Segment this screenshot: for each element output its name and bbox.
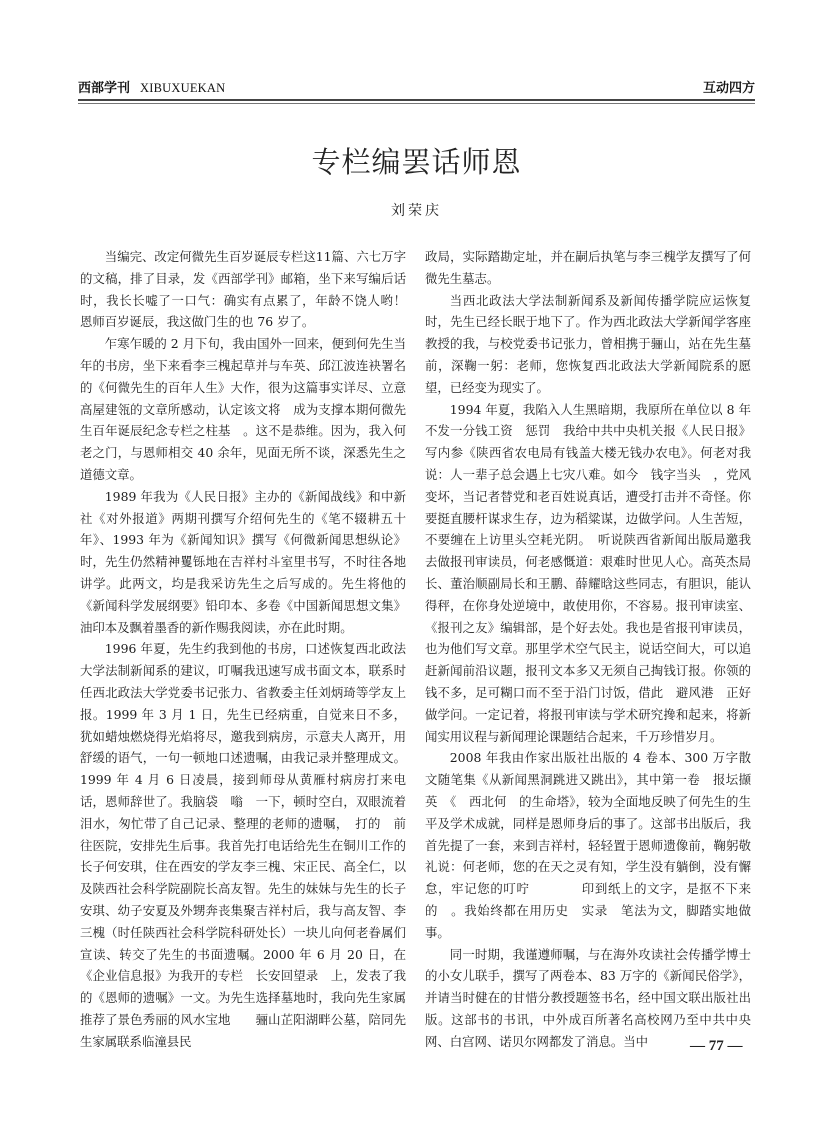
- header-rule-thick: [78, 99, 755, 101]
- journal-name: [78, 77, 225, 96]
- paragraph: 当编完、改定何微先生百岁诞辰专栏这11篇、六七万字的文稿，排了目录，发《西部学刊》邮箱，坐下来写编后话时，我长长嘘了一口气：确实有点累了，年龄不饶人哟！ 恩师百岁诞辰，我这做门生的也 76 岁了。: [80, 249, 419, 330]
- page-number: — 77 —: [690, 1038, 743, 1054]
- paragraph: 1989 年我为《人民日报》主办的《新闻战线》和中新社《对外报道》两期刊撰写介绍何先生的《笔不辍耕五十年》、1993 年为《新闻知识》撰写《何微新闻思想纵论》时，先生仍然精神矍铄地在吉祥村斗室里书写，不时往各地讲学。此两文，均是我采访先生之后写成的。先生将他的《新闻科学发展纲要》铅印本、多卷《中国新闻思想文集》油印本及飘着墨香的新作赐我阅读，亦在此时期。: [80, 488, 406, 635]
- journal-name-en: XIBUXUEKAN: [140, 81, 226, 95]
- right-column: [425, 246, 751, 1052]
- paragraph: 1994 年夏，我陷入人生黑暗期，我原所在单位以 8 年不发一分钱工资 惩罚 我给中共中央机关报《人民日报》写内参《陕西省农电局有钱盖大楼无钱办农电》。何老对我说：人一辈子总会遇上七灾八难。如今 钱字当头 ，党风变坏，当记者替党和老百姓说真话，遭受打击并不奇怪。你要挺直腰杆谋求生存，边为稻粱谋，边做学问。人生苦短，不要缠在上访里头空耗光阴。 听说陕西省新闻出版局邀我去做报刊审读员，何老感慨道：艰难时世见人心。高英杰局长、董治顺副局长和王鹏、薛耀晗这些同志，有胆识，能认得秤，在你身处逆境中，敢使用你，不容易。报刊审读室、《报刊之友》编辑部，是个好去处。我也是省报刊审读员，也为他们写文章。那里学术空气民主，说话空间大，可以追赶新闻前沿议题，报刊文本多又无须自己掏钱订报。你领的钱不多，足可糊口而不至于沿门讨饭，借此 避风港 正好做学问。一定记着，将报刊审读与学术研究搀和起来，将新闻实用议程与新闻理论课题结合起来，千万珍惜岁月。: [425, 401, 751, 744]
- article-title: 专栏编罢话师恩: [311, 145, 522, 179]
- article-author: 刘荣庆: [391, 203, 442, 219]
- paragraph-continued: 政局，实际踏勘定址，并在嗣后执笔与李三槐学友撰写了何微先生墓志。: [425, 249, 751, 286]
- journal-name-cn: 西部学刊: [78, 81, 131, 96]
- paragraph: 1996 年夏，先生约我到他的书房，口述恢复西北政法大学法制新闻系的建议，叮嘱我迅速写成书面文本，联系时任西北政法大学党委书记张力、省教委主任刘炳琦等学友上报。1999 年 3 月 1 日，先生已经病重，自觉来日不多，犹如蜡烛燃烧得光焰将尽，邀我到病房，示意夫人离开，用舒缓的语气，一句一顿地口述遗嘱，由我记录并整理成文。1999 年 4 月 6 日凌晨，接到师母从黄雁村病房打来电话，恩师辞世了。我脑袋 嗡 一下，顿时空白，双眼流着泪水，匆忙带了自己记录、整理的老师的遗嘱， 打的 前往医院，安排先生后事。我首先打电话给先生在铜川工作的长子何安琪，住在西安的学友李三槐、宋正民、高全仁，以及陕西社会科学院副院长高友智。先生的妹妹与先生的长子安琪、幼子安夏及外甥奔丧集聚吉祥村后，我与高友智、李三槐（时任陕西社会科学院科研处长）一块儿向何老眷属们宣读、转交了先生的书面遗嘱。2000 年 6 月 20 日，在《企业信息报》为我开的专栏 长安回望录 上，发表了我的《恩师的遗嘱》一文。为先生选择墓地时，我向先生家属推荐了景色秀丽的风水宝地 骊山芷阳湖畔公墓，陪同先生家属联系临潼县民: [80, 641, 406, 1049]
- left-column: [80, 246, 419, 1052]
- running-header: [78, 76, 755, 96]
- paragraph: 乍寒乍暖的 2 月下旬，我由国外一回来，便到何先生当年的书房，坐下来看李三槐起草并与车英、邱江波连袂署名的《何微先生的百年人生》大作，很为这篇事实详尽、立意高屋建瓴的文章所感动，认定该文将 成为支撑本期何微先生百年诞辰纪念专栏之柱基 。这不是恭维。因为，我入何老之门，与恩师相交 40 余年，见面无所不谈，深悉先生之道德文章。: [80, 336, 406, 482]
- header-rule-thin: [78, 103, 755, 104]
- paragraph: 当西北政法大学法制新闻系及新闻传播学院应运恢复时，先生已经长眠于地下了。作为西北政法大学新闻学客座教授的我，与校党委书记张力，曾相携于骊山，站在先生墓前，深鞠一躬：老师，您恢复西北政法大学新闻院系的愿望，已经变为现实了。: [425, 292, 751, 395]
- paragraph: 2008 年我由作家出版社出版的 4 卷本、300 万字散文随笔集《从新闻黑洞跳进又跳出》，其中第一卷 报坛撷英 《 西北何 的生命塔》，较为全面地反映了何先生的生平及学术成就，同样是恩师身后的事了。这部书出版后，我首先提了一套，来到吉祥村，轻轻置于恩师遗像前，鞠躬敬礼说：何老师，您的在天之灵有知，学生没有躺倒，没有懈怠，牢记您的叮咛 印到纸上的文字，是抠不下来的 。我始终都在用历史 实录 笔法为文，脚踏实地做事。: [425, 750, 751, 940]
- section-name: 互动四方: [702, 81, 755, 96]
- paragraph: 同一时期，我谨遵师嘱，与在海外攻读社会传播学博士的小女儿联手，撰写了两卷本、83 万字的《新闻民俗学》，并请当时健在的甘惜分教授题签书名，经中国文联出版社出版。这部书的书讯，中外成百所著名高校网乃至中共中央网、白宫网、诺贝尔网都发了消息。当中: [425, 946, 751, 1049]
